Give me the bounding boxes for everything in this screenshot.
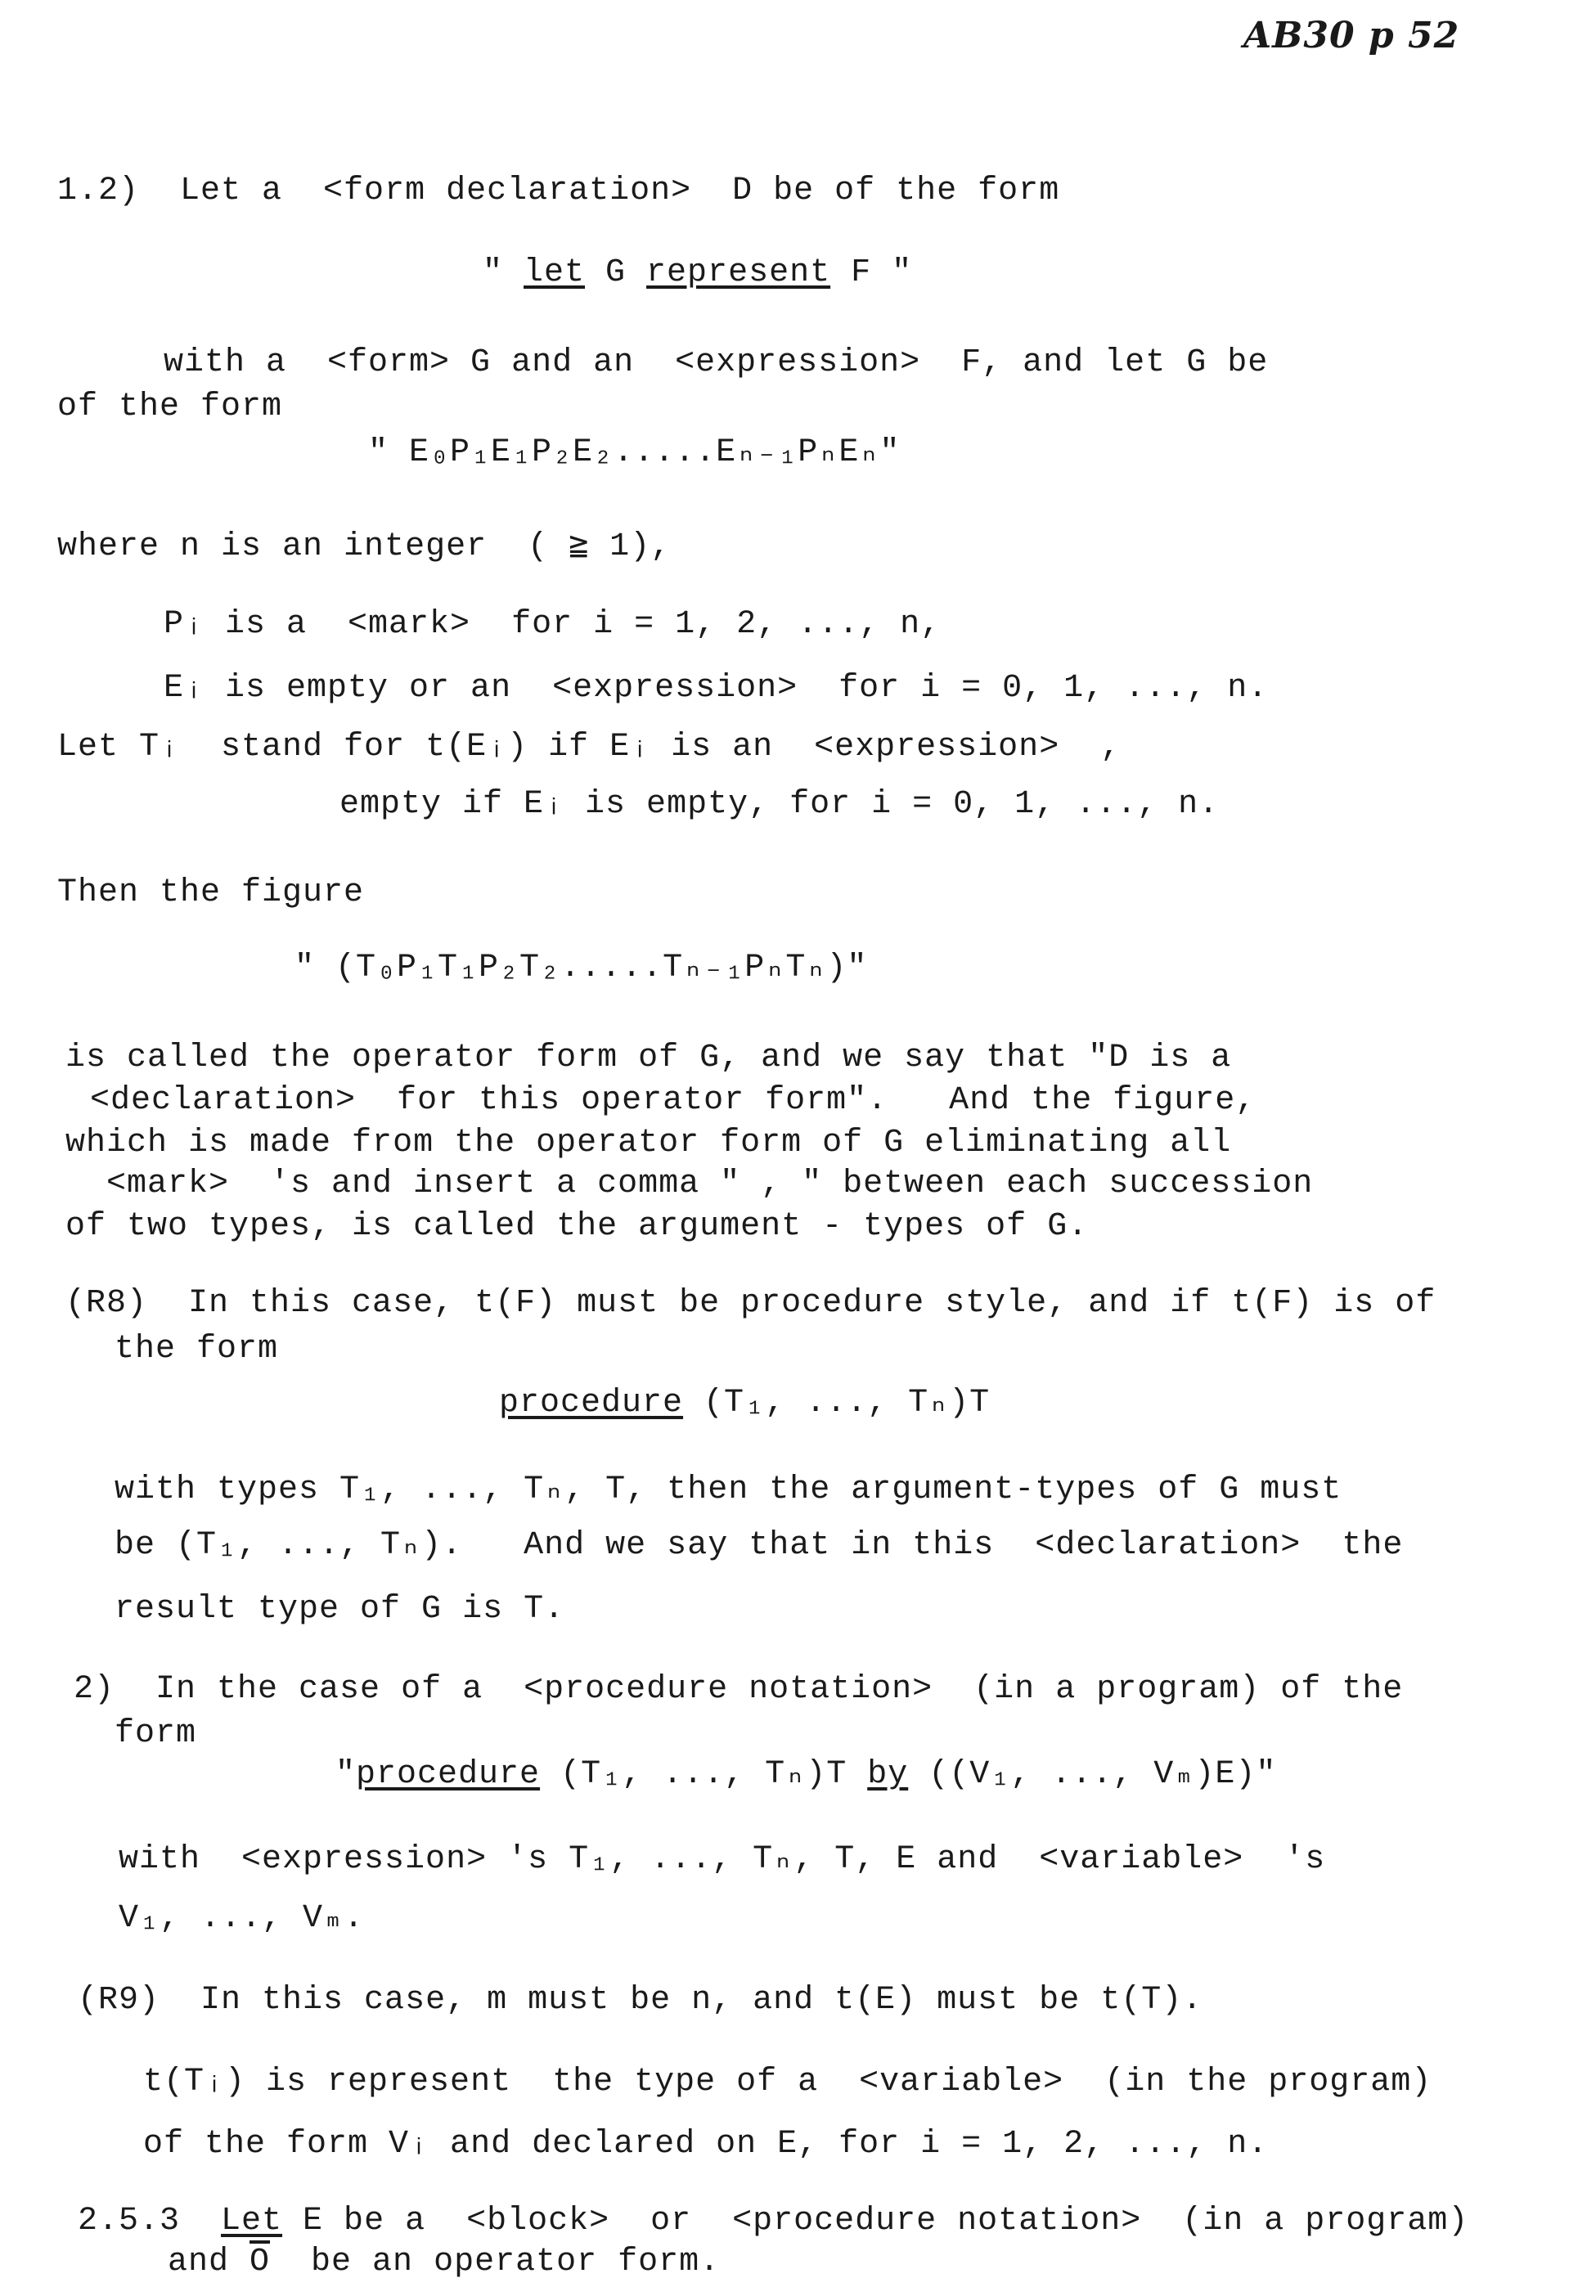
procedure-args: (T₁, ..., Tₙ)T — [683, 1385, 991, 1422]
procedure-body: ((V₁, ..., Vₘ)E)" — [908, 1756, 1277, 1793]
procedure-type-formula — [499, 1384, 990, 1423]
text-line: Pᵢ is a <mark> for i = 1, 2, ..., n, — [164, 606, 942, 643]
keyword-let: Let — [221, 2203, 283, 2240]
section-2-heading: 2) In the case of a <procedure notation> (in a program) of the — [74, 1671, 1404, 1708]
rule-r8-heading: (R8) In this case, t(F) must be procedure style, and if t(F) is of — [65, 1285, 1436, 1322]
procedure-notation-formula — [335, 1755, 1276, 1795]
page-header: AB30 p 52 — [1243, 15, 1460, 56]
quote-open: " — [483, 254, 524, 291]
text-line: be (T₁, ..., Tₙ). And we say that in this <declaration> the — [115, 1527, 1404, 1564]
text-line: result type of G is T. — [115, 1591, 565, 1628]
text-line: with a <form> G and an <expression> F, and let G be — [164, 344, 1269, 381]
procedure-args: (T₁, ..., Tₙ)T — [540, 1756, 868, 1793]
text-line: with types T₁, ..., Tₙ, T, then the argument-types of G must — [115, 1472, 1342, 1508]
keyword-represent: represent — [646, 254, 831, 291]
text-line: t(Tᵢ) is represent the type of a <variable> (in the program) — [143, 2064, 1432, 2101]
section-number: 2.5.3 — [78, 2203, 222, 2240]
expression-f: F " — [830, 254, 913, 291]
text-line: Then the figure — [57, 874, 365, 911]
text-line: is called the operator form of G, and we say that "D is a — [65, 1040, 1232, 1076]
text-line: of the form — [57, 389, 283, 425]
text-line: <declaration> for this operator form". And the figure, — [90, 1082, 1257, 1119]
keyword-procedure: procedure — [356, 1756, 541, 1793]
section-text: E be a <block> or <procedure notation> (in a program) — [282, 2203, 1469, 2240]
text-line: Let Tᵢ stand for t(Eᵢ) if Eᵢ is an <expression> , — [57, 729, 1122, 766]
text-line: empty if Eᵢ is empty, for i = 0, 1, ..., n. — [339, 786, 1220, 823]
text-fragment: be an operator form. — [270, 2244, 721, 2280]
rule-r9-heading: (R9) In this case, m must be n, and t(E) must be t(T). — [78, 1982, 1203, 2019]
text-line: where n is an integer ( ≧ 1), — [57, 528, 672, 565]
section-2-5-3-heading — [78, 2202, 1468, 2241]
keyword-procedure: procedure — [499, 1385, 684, 1422]
section-1-2-heading: 1.2) Let a <form declaration> D be of the form — [57, 173, 1060, 209]
text-line: the form — [115, 1331, 279, 1368]
text-line: with <expression> 's T₁, ..., Tₙ, T, E and <variable> 's — [119, 1841, 1326, 1878]
text-line: form — [115, 1715, 197, 1752]
operator-o: $\overline{O}$ — [250, 2244, 271, 2280]
keyword-by: by — [867, 1756, 909, 1793]
text-line: <mark> 's and insert a comma " , " between each succession — [106, 1166, 1314, 1202]
text-fragment: and — [168, 2244, 250, 2280]
quote-open: " — [335, 1756, 357, 1793]
form-declaration-example — [483, 254, 912, 293]
text-line: Eᵢ is empty or an <expression> for i = 0, 1, ..., n. — [164, 670, 1269, 707]
text-line: V₁, ..., Vₘ. — [119, 1900, 365, 1937]
formula-operator-form: " (T₀P₁T₁P₂T₂.....Tₙ₋₁PₙTₙ)" — [294, 950, 868, 986]
keyword-let: let — [524, 254, 586, 291]
text-line: of two types, is called the argument - types of G. — [65, 1208, 1089, 1245]
text-line — [168, 2243, 720, 2282]
text-line: of the form Vᵢ and declared on E, for i = 1, 2, ..., n. — [143, 2126, 1269, 2163]
text-line: which is made from the operator form of G eliminating all — [65, 1125, 1232, 1161]
formula-form-g: " E₀P₁E₁P₂E₂.....Eₙ₋₁PₙEₙ" — [368, 434, 901, 471]
form-g: G — [585, 254, 647, 291]
